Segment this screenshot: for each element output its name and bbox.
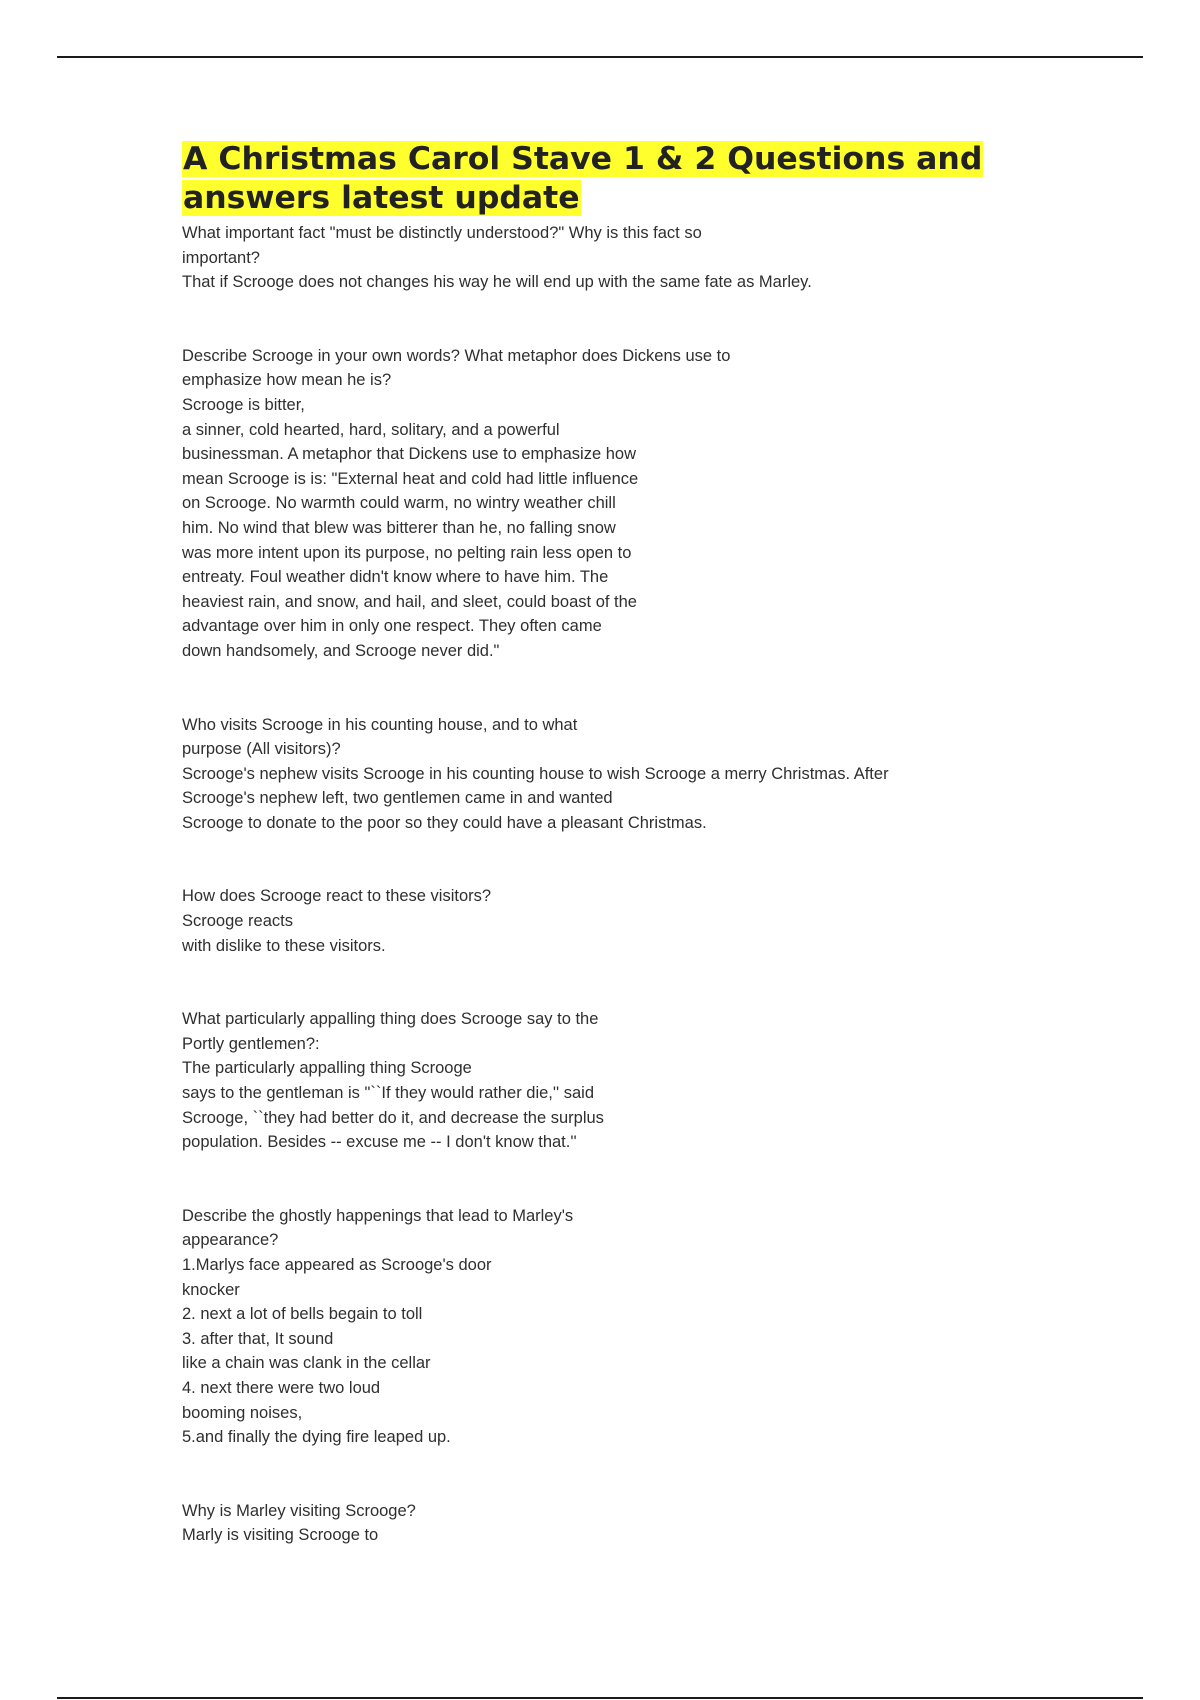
text-line: Scrooge reacts [182, 912, 293, 931]
text-line: population. Besides -- excuse me -- I don't know that.'' [182, 1133, 577, 1152]
document-title [182, 140, 1062, 218]
bottom-rule [57, 1697, 1143, 1699]
text-line: important? [182, 248, 260, 267]
text-line: How does Scrooge react to these visitors? [182, 887, 492, 906]
text-line: Describe the ghostly happenings that lead to Marley's [182, 1206, 574, 1225]
qa-block [182, 1204, 1062, 1450]
title-line-1: A Christmas Carol Stave 1 & 2 Questions and [183, 141, 983, 177]
text-line: Portly gentlemen?: [182, 1034, 320, 1053]
text-line: was more intent upon its purpose, no pelting rain less open to [182, 543, 632, 562]
text-line: That if Scrooge does not changes his way he will end up with the same fate as Marley. [182, 273, 812, 292]
text-line: mean Scrooge is is: "External heat and cold had little influence [182, 469, 639, 488]
text-line: with dislike to these visitors. [182, 936, 386, 955]
text-line: Scrooge is bitter, [182, 395, 305, 414]
text-line: Scrooge, ``they had better do it, and decrease the surplus [182, 1108, 604, 1127]
text-line: Scrooge's nephew left, two gentlemen came in and wanted [182, 789, 613, 808]
qa-block [182, 1499, 1062, 1548]
text-line: Describe Scrooge in your own words? What metaphor does Dickens use to [182, 346, 731, 365]
text-line: Scrooge to donate to the poor so they could have a pleasant Christmas. [182, 813, 707, 832]
document-body [182, 140, 1062, 1548]
text-line: heaviest rain, and snow, and hail, and sleet, could boast of the [182, 592, 637, 611]
text-line: knocker [182, 1280, 240, 1299]
text-line: advantage over him in only one respect. They often came [182, 617, 602, 636]
title-line-2: answers latest update [183, 180, 580, 216]
text-line: businessman. A metaphor that Dickens use to emphasize how [182, 445, 636, 464]
qa-list [182, 221, 1062, 1548]
text-line: like a chain was clank in the cellar [182, 1354, 431, 1373]
qa-block [182, 1007, 1062, 1155]
qa-block [182, 221, 1062, 295]
text-line: says to the gentleman is "``If they would rather die,'' said [182, 1084, 595, 1103]
text-line: appearance? [182, 1231, 279, 1250]
text-line: 3. after that, It sound [182, 1329, 334, 1348]
text-line: a sinner, cold hearted, hard, solitary, and a powerful [182, 420, 560, 439]
qa-block [182, 884, 1062, 958]
text-line: What important fact "must be distinctly understood?" Why is this fact so [182, 224, 702, 242]
text-line: Why is Marley visiting Scrooge? [182, 1501, 416, 1520]
text-line: What particularly appalling thing does Scrooge say to the [182, 1010, 599, 1029]
text-line: 2. next a lot of bells begain to toll [182, 1305, 423, 1324]
text-line: on Scrooge. No warmth could warm, no wintry weather chill [182, 494, 616, 513]
text-line: down handsomely, and Scrooge never did." [182, 641, 500, 660]
text-line: 5.and finally the dying fire leaped up. [182, 1428, 451, 1447]
qa-block [182, 713, 1062, 836]
text-line: Scrooge's nephew visits Scrooge in his counting house to wish Scrooge a merry Christmas. After [182, 764, 889, 783]
text-line: 4. next there were two loud [182, 1378, 381, 1397]
text-line: Marly is visiting Scrooge to [182, 1526, 379, 1545]
text-line: 1.Marlys face appeared as Scrooge's door [182, 1256, 492, 1274]
text-line: him. No wind that blew was bitterer than he, no falling snow [182, 518, 616, 537]
text-line: entreaty. Foul weather didn't know where to have him. The [182, 568, 609, 587]
text-line: purpose (All visitors)? [182, 740, 341, 759]
text-line: The particularly appalling thing Scrooge [182, 1059, 472, 1078]
text-line: emphasize how mean he is? [182, 371, 392, 390]
qa-block [182, 344, 1062, 664]
text-line: Who visits Scrooge in his counting house, and to what [182, 715, 578, 734]
text-line: booming noises, [182, 1403, 303, 1422]
top-rule [57, 56, 1143, 58]
